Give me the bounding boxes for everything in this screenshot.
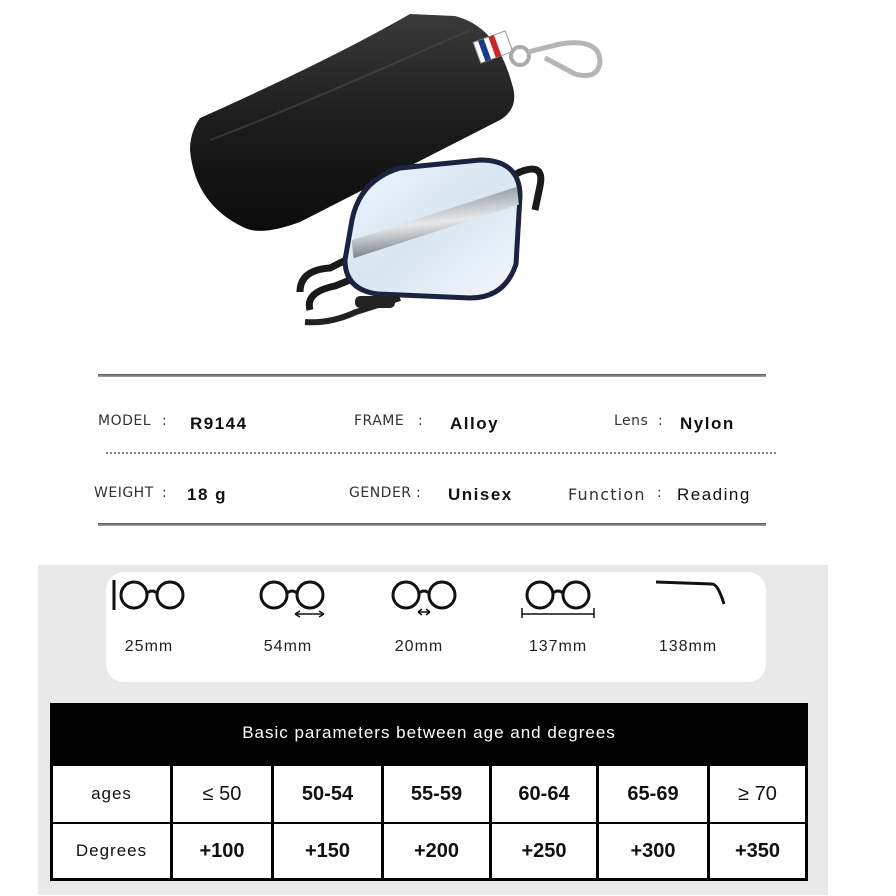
weight-colon: : — [162, 485, 168, 501]
row-label-degrees: Degrees — [53, 824, 170, 878]
table-cell: +100 — [173, 824, 271, 878]
frame-value: Alloy — [450, 414, 500, 433]
frame-label: FRAME — [354, 413, 405, 429]
function-label: Function — [568, 485, 646, 504]
lens-height-icon — [114, 580, 183, 610]
dim-lens-width: 54mm — [263, 638, 313, 655]
gender-value: Unisex — [448, 485, 513, 504]
lens-label: Lens — [614, 413, 649, 429]
dim-frame-width: 137mm — [528, 638, 588, 655]
dimension-icons — [100, 572, 760, 632]
table-cell: 65-69 — [599, 766, 707, 822]
temple-length-icon — [656, 582, 724, 604]
bridge-width-icon — [393, 582, 455, 615]
weight-label: WEIGHT — [94, 485, 154, 501]
model-label: MODEL — [98, 413, 152, 429]
bottom-divider — [98, 523, 766, 526]
row-label-ages: ages — [53, 766, 170, 822]
product-photo — [0, 0, 896, 360]
gender-colon: : — [416, 485, 422, 501]
model-value: R9144 — [190, 414, 248, 433]
dotted-divider — [106, 452, 776, 454]
table-cell: 55-59 — [384, 766, 489, 822]
table-cell: 60-64 — [492, 766, 596, 822]
lens-value: Nylon — [680, 414, 735, 433]
dim-lens-height: 25mm — [124, 638, 174, 655]
model-colon: : — [162, 413, 168, 429]
table-cell: 50-54 — [274, 766, 381, 822]
function-value: Reading — [677, 485, 751, 504]
age-degree-table — [50, 703, 808, 881]
frame-colon: : — [418, 413, 424, 429]
table-cell: +150 — [274, 824, 381, 878]
table-title: Basic parameters between age and degrees — [242, 723, 616, 742]
top-divider — [98, 374, 766, 377]
frame-width-icon — [522, 582, 594, 618]
dim-bridge-width: 20mm — [394, 638, 444, 655]
lens-width-icon — [261, 582, 324, 617]
table-cell: +350 — [710, 824, 805, 878]
table-cell: +300 — [599, 824, 707, 878]
lens-colon: : — [658, 413, 664, 429]
table-cell: +250 — [492, 824, 596, 878]
table-cell: ≤ 50 — [173, 766, 271, 822]
weight-value: 18 g — [187, 485, 228, 504]
table-cell: +200 — [384, 824, 489, 878]
gender-label: GENDER — [349, 485, 412, 501]
table-cell: ≥ 70 — [710, 766, 805, 822]
function-colon: : — [657, 485, 663, 501]
dim-temple-length: 138mm — [658, 638, 718, 655]
